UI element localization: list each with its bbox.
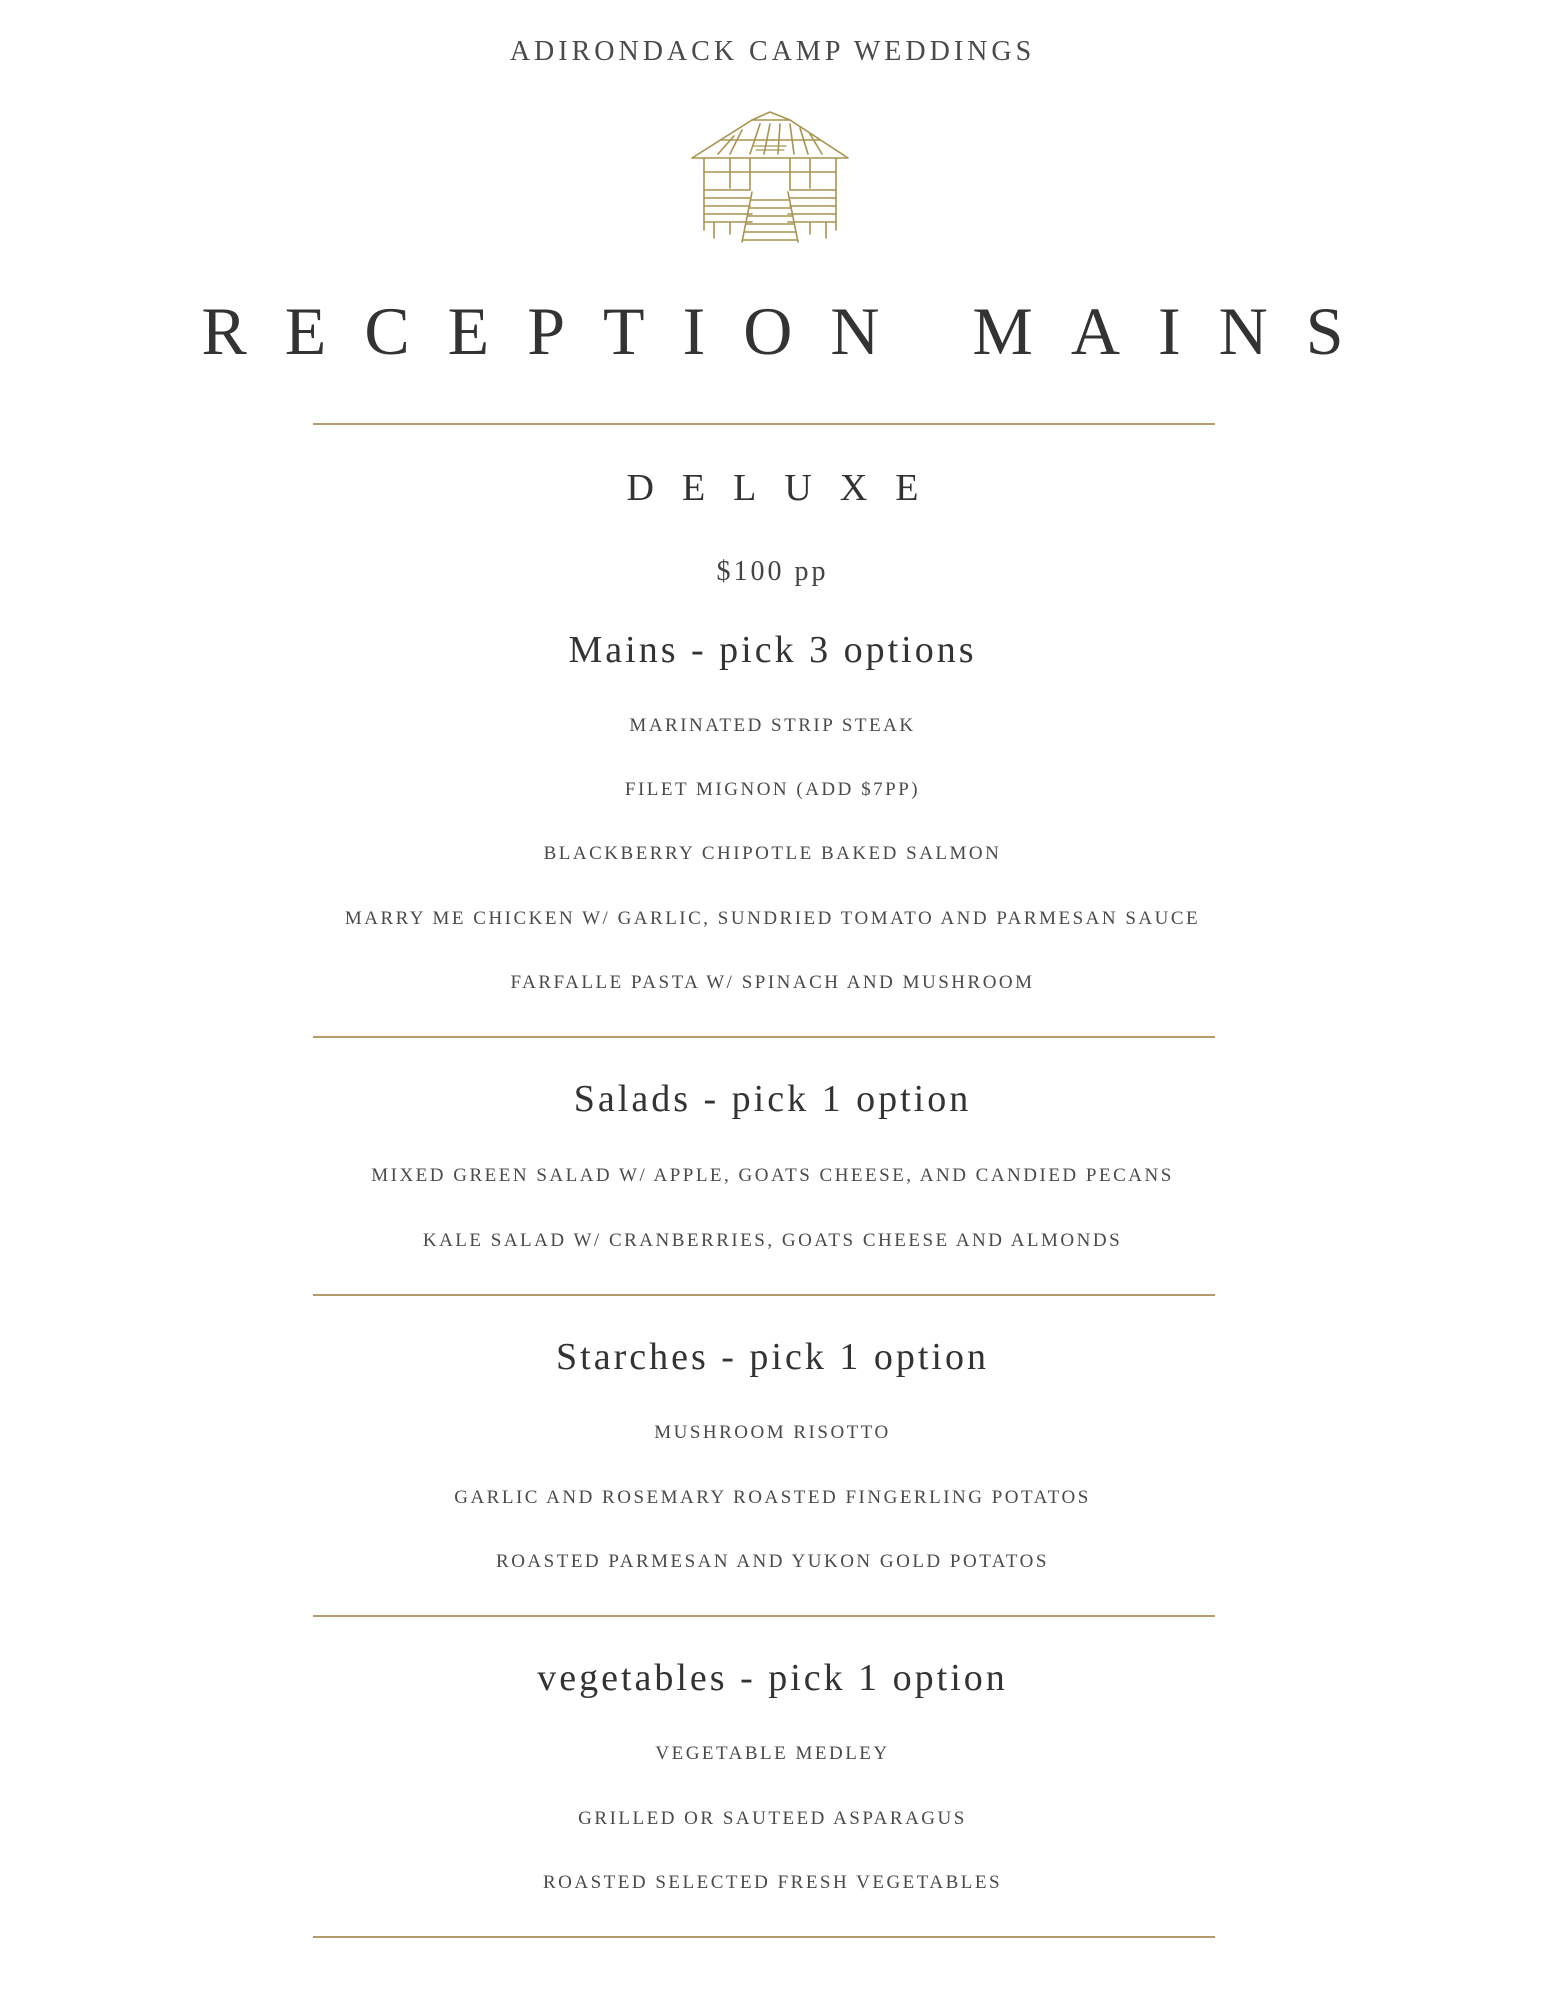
divider	[313, 423, 1215, 425]
package-tier: DELUXE	[626, 467, 947, 509]
section-heading-starches: Starches - pick 1 option	[556, 1336, 989, 1378]
menu-item: GARLIC AND ROSEMARY ROASTED FINGERLING POTATOS	[454, 1487, 1091, 1508]
menu-item: ROASTED PARMESAN AND YUKON GOLD POTATOS	[496, 1551, 1049, 1572]
menu-item: FARFALLE PASTA W/ SPINACH AND MUSHROOM	[510, 972, 1035, 993]
divider	[313, 1294, 1215, 1296]
menu-item: GRILLED OR SAUTEED ASPARAGUS	[578, 1808, 967, 1829]
menu-item: MUSHROOM RISOTTO	[654, 1422, 891, 1443]
section-heading-vegetables: vegetables - pick 1 option	[537, 1657, 1008, 1699]
page-title: RECEPTION MAINS	[201, 293, 1382, 369]
menu-item: MIXED GREEN SALAD W/ APPLE, GOATS CHEESE, AND CANDIED PECANS	[371, 1165, 1174, 1186]
menu-item: ROASTED SELECTED FRESH VEGETABLES	[542, 1872, 1003, 1893]
menu-item: MARRY ME CHICKEN W/ GARLIC, SUNDRIED TOMATO AND PARMESAN SAUCE	[344, 908, 1201, 929]
menu-item: VEGETABLE MEDLEY	[655, 1743, 890, 1764]
divider	[313, 1036, 1215, 1038]
package-price: $100 pp	[716, 556, 829, 587]
menu-item: FILET MIGNON (ADD $7PP)	[624, 779, 921, 800]
menu-item: BLACKBERRY CHIPOTLE BAKED SALMON	[543, 843, 1002, 864]
menu-item: MARINATED STRIP STEAK	[629, 715, 916, 736]
menu-item: KALE SALAD W/ CRANBERRIES, GOATS CHEESE AND ALMONDS	[422, 1230, 1123, 1251]
divider	[313, 1615, 1215, 1617]
section-heading-mains: Mains - pick 3 options	[568, 629, 977, 671]
section-heading-salads: Salads - pick 1 option	[573, 1078, 972, 1120]
brand-name: ADIRONDACK CAMP WEDDINGS	[509, 36, 1036, 67]
divider	[313, 1936, 1215, 1938]
boathouse-icon	[690, 110, 850, 245]
